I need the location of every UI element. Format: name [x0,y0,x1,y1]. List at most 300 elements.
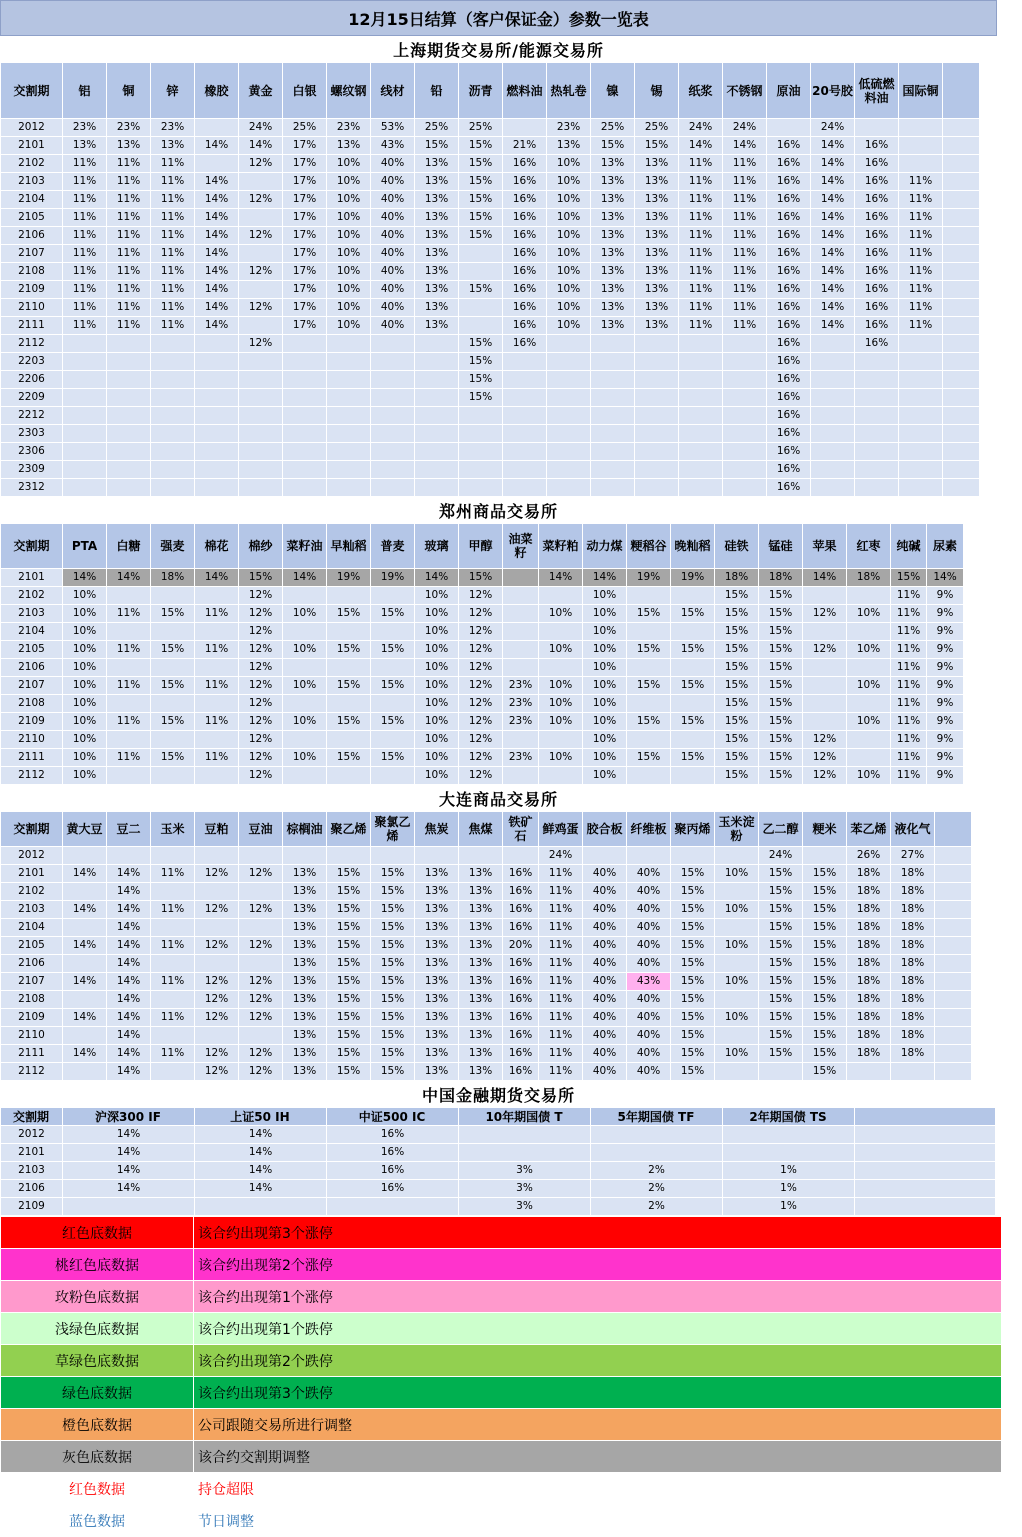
table-cell [239,883,283,901]
table-row [1,605,964,623]
table-row [1,173,980,191]
table-cell [855,461,899,479]
table-cell: 40% [583,865,627,883]
column-header: 强麦 [151,524,195,569]
table-row [1,227,980,245]
table-cell [635,443,679,461]
row-label: 2111 [1,1045,63,1063]
table-cell [371,407,415,425]
table-cell: 16% [767,155,811,173]
table-cell: 13% [283,883,327,901]
row-label: 2103 [1,605,63,623]
row-label: 2104 [1,919,63,937]
table-cell: 15% [759,865,803,883]
table-cell: 13% [415,1063,459,1081]
table-cell [415,425,459,443]
row-label: 2109 [1,713,63,731]
table-cell [811,443,855,461]
table-cell [635,389,679,407]
table-cell [107,335,151,353]
section-title-shfe: 上海期货交易所/能源交易所 [0,36,997,62]
row-label: 2110 [1,1027,63,1045]
table-row [1,137,980,155]
table-cell [723,407,767,425]
table-cell [723,335,767,353]
table-cell: 26% [847,847,891,865]
table-cell: 15% [759,605,803,623]
table-cell [547,479,591,497]
table-cell [151,955,195,973]
table-cell: 11% [899,317,943,335]
table-cell: 14% [63,1162,195,1180]
table-cell [151,587,195,605]
table-cell: 16% [767,263,811,281]
table-cell [943,389,980,407]
table-cell [283,659,327,677]
table-cell: 13% [63,137,107,155]
table-cell: 15% [715,731,759,749]
table-cell: 15% [803,865,847,883]
table-cell: 15% [327,973,371,991]
table-cell: 12% [239,991,283,1009]
row-label: 2103 [1,173,63,191]
table-cell: 16% [767,245,811,263]
table-cell: 15% [715,749,759,767]
table-cell [591,425,635,443]
legend-row [1,1217,1002,1249]
table-cell: 11% [891,695,927,713]
table-cell [943,191,980,209]
table-cell: 11% [539,919,583,937]
table-cell [811,353,855,371]
table-cell: 15% [759,641,803,659]
column-header: 苹果 [803,524,847,569]
table-cell: 15% [627,749,671,767]
table-cell: 12% [195,1045,239,1063]
table-cell: 14% [811,245,855,263]
row-label: 2105 [1,641,63,659]
table-cell [855,1198,996,1216]
table-row [1,155,980,173]
table-cell [151,407,195,425]
table-cell: 11% [723,227,767,245]
table-cell [195,461,239,479]
table-cell [935,1045,972,1063]
table-cell [327,443,371,461]
column-header [855,1108,996,1126]
table-cell [899,461,943,479]
table-cell [371,731,415,749]
table-cell: 25% [635,119,679,137]
table-cell [847,695,891,713]
table-cell [151,425,195,443]
table-cell: 18% [847,901,891,919]
row-label: 2203 [1,353,63,371]
table-cell [723,1126,855,1144]
table-cell: 16% [503,955,539,973]
column-header: 硅铁 [715,524,759,569]
column-header: 粳稻谷 [627,524,671,569]
table-cell: 11% [107,299,151,317]
table-cell: 11% [107,209,151,227]
table-cell: 15% [459,335,503,353]
table-cell [635,335,679,353]
table-cell: 12% [239,937,283,955]
table-cell: 15% [759,1045,803,1063]
row-label: 2110 [1,731,63,749]
table-cell: 13% [415,1009,459,1027]
table-row [1,973,972,991]
table-cell: 18% [891,1027,935,1045]
table-cell [539,767,583,785]
table-cell: 12% [459,677,503,695]
table-cell: 13% [415,1027,459,1045]
table-cell: 15% [803,973,847,991]
table-cell: 16% [855,263,899,281]
table-cell: 40% [371,299,415,317]
table-cell [503,605,539,623]
table-cell [679,407,723,425]
table-cell: 11% [151,173,195,191]
table-cell: 40% [371,245,415,263]
table-cell [503,641,539,659]
table-cell [539,623,583,641]
table-cell [503,659,539,677]
table-cell [63,353,107,371]
table-cell [239,919,283,937]
table-cell: 14% [811,209,855,227]
table-row [1,955,972,973]
table-cell: 10% [63,767,107,785]
column-header: 豆油 [239,812,283,847]
table-cell [415,353,459,371]
legend-row [1,1377,1002,1409]
table-cell [195,955,239,973]
table-cell: 15% [759,677,803,695]
table-cell: 15% [803,1063,847,1081]
table-cell: 13% [415,955,459,973]
table-cell [107,847,151,865]
row-label: 2206 [1,371,63,389]
table-cell [547,425,591,443]
table-cell: 12% [239,901,283,919]
table-cell: 10% [327,299,371,317]
table-cell [371,623,415,641]
table-cell [327,587,371,605]
table-cell: 13% [591,191,635,209]
table-cell [855,1144,996,1162]
table-cell: 11% [107,245,151,263]
table-cell [671,847,715,865]
table-cell [459,1144,591,1162]
table-cell: 9% [927,749,964,767]
table-cell: 15% [891,569,927,587]
legend-key: 蓝色数据 [1,1505,194,1537]
table-cell: 16% [767,299,811,317]
table-cell [855,407,899,425]
row-label: 2105 [1,937,63,955]
table-cell [195,119,239,137]
table-cell: 15% [715,623,759,641]
table-cell: 15% [371,937,415,955]
row-label: 2012 [1,119,63,137]
table-cell: 15% [671,919,715,937]
table-cell: 14% [107,901,151,919]
table-cell: 40% [371,191,415,209]
table-cell [627,695,671,713]
table-cell: 12% [239,623,283,641]
table-cell [811,389,855,407]
table-cell: 15% [627,641,671,659]
table-cell: 11% [107,173,151,191]
table-cell [107,659,151,677]
table-cell: 16% [503,919,539,937]
row-label: 2109 [1,1009,63,1027]
table-cell: 13% [635,263,679,281]
column-header: 菜籽油 [283,524,327,569]
table-cell: 12% [195,937,239,955]
table-cell: 15% [803,1027,847,1045]
table-cell [503,731,539,749]
table-cell: 14% [811,155,855,173]
table-cell: 15% [803,1045,847,1063]
table-cell [943,371,980,389]
table-cell: 16% [855,317,899,335]
row-label: 2103 [1,901,63,919]
table-cell: 15% [671,1045,715,1063]
table-cell: 15% [759,695,803,713]
table-cell [283,767,327,785]
table-cell [151,623,195,641]
table-cell: 10% [715,865,759,883]
table-cell [803,713,847,731]
table-cell: 40% [627,883,671,901]
table-cell: 14% [811,227,855,245]
table-cell: 11% [679,155,723,173]
table-cell: 10% [583,767,627,785]
table-cell: 16% [767,173,811,191]
table-cell: 10% [283,677,327,695]
table-row [1,1162,996,1180]
table-cell: 11% [151,1045,195,1063]
table-cell: 18% [847,1009,891,1027]
legend-row [1,1345,1002,1377]
table-cell: 9% [927,587,964,605]
table-cell [679,371,723,389]
table-cell: 40% [371,173,415,191]
table-cell: 10% [327,173,371,191]
table-cell: 15% [715,695,759,713]
table-cell: 11% [107,605,151,623]
table-cell: 40% [583,973,627,991]
table-cell: 18% [891,937,935,955]
row-label: 2102 [1,587,63,605]
table-cell: 11% [539,1009,583,1027]
column-header: 黄大豆 [63,812,107,847]
table-cell [899,119,943,137]
table-cell: 11% [63,227,107,245]
table-cell: 9% [927,731,964,749]
table-cell: 13% [591,263,635,281]
table-cell: 11% [891,749,927,767]
table-cell [847,1063,891,1081]
table-cell: 11% [63,191,107,209]
table-cell: 10% [847,605,891,623]
table-cell [415,461,459,479]
legend-key: 红色数据 [1,1473,194,1505]
table-cell: 23% [327,119,371,137]
table-cell: 10% [583,641,627,659]
table-cell [195,335,239,353]
table-cell [943,281,980,299]
table-cell: 16% [855,299,899,317]
table-cell: 11% [63,281,107,299]
table-cell: 15% [371,865,415,883]
table-cell: 12% [195,901,239,919]
table-cell: 15% [759,1009,803,1027]
table-cell: 10% [63,713,107,731]
table-cell: 12% [239,641,283,659]
column-header: 动力煤 [583,524,627,569]
table-cell: 13% [415,991,459,1009]
table-cell: 15% [327,901,371,919]
table-cell [151,919,195,937]
table-cell: 15% [671,1027,715,1045]
table-cell [679,461,723,479]
column-header: 线材 [371,63,415,119]
table-cell [547,389,591,407]
table-cell: 16% [503,227,547,245]
table-cell: 16% [767,425,811,443]
table-cell: 11% [899,173,943,191]
table-cell: 11% [723,191,767,209]
row-label: 2108 [1,263,63,281]
table-cell: 16% [767,281,811,299]
table-cell: 17% [283,317,327,335]
table-cell [63,443,107,461]
table-cell: 12% [803,749,847,767]
table-cell: 18% [847,991,891,1009]
legend-value: 该合约出现第2个涨停 [194,1249,1002,1281]
table-cell: 13% [415,919,459,937]
table-cell: 15% [671,937,715,955]
table-cell: 13% [415,191,459,209]
table-cell: 12% [239,659,283,677]
table-cell: 11% [151,281,195,299]
table-cell [935,919,972,937]
table-cell: 11% [679,299,723,317]
column-header: 橡胶 [195,63,239,119]
column-header: 锡 [635,63,679,119]
table-cell: 15% [371,901,415,919]
column-header: 晚籼稻 [671,524,715,569]
table-cell: 10% [539,695,583,713]
table-cell: 10% [539,641,583,659]
table-cell: 12% [459,641,503,659]
table-cell: 14% [107,973,151,991]
table-cell [723,371,767,389]
table-cell [847,587,891,605]
table-cell: 13% [151,137,195,155]
table-cell [151,991,195,1009]
table-cell: 13% [415,1045,459,1063]
table-cell: 15% [371,749,415,767]
table-cell [935,991,972,1009]
table-cell: 14% [107,883,151,901]
table-cell [811,425,855,443]
row-label: 2106 [1,659,63,677]
table-cell [591,443,635,461]
table-cell: 12% [195,1063,239,1081]
legend-row [1,1249,1002,1281]
table-cell [723,1144,855,1162]
table-cell [547,461,591,479]
table-cell: 15% [671,677,715,695]
table-cell: 13% [591,155,635,173]
table-cell: 10% [715,901,759,919]
table-cell [635,479,679,497]
row-label: 2309 [1,461,63,479]
table-cell: 13% [415,865,459,883]
table-cell: 11% [679,317,723,335]
table-cell: 11% [723,281,767,299]
table-cell: 10% [583,749,627,767]
table-cell: 14% [195,227,239,245]
table-cell: 15% [151,749,195,767]
table-cell: 11% [151,901,195,919]
column-header: 中证500 IC [327,1108,459,1126]
table-cell [635,407,679,425]
table-cell: 11% [891,623,927,641]
legend-table [0,1216,1002,1537]
table-cell [503,767,539,785]
table-row [1,281,980,299]
table-cell: 10% [415,623,459,641]
table-row [1,695,964,713]
table-cell: 15% [327,1009,371,1027]
table-cell [943,317,980,335]
table-cell: 14% [195,1144,327,1162]
table-cell: 12% [239,587,283,605]
table-cell [935,973,972,991]
column-header: 红枣 [847,524,891,569]
table-cell [591,371,635,389]
table-cell [63,919,107,937]
table-cell [855,389,899,407]
table-cell [503,425,547,443]
table-cell [195,371,239,389]
column-header [943,63,980,119]
table-cell: 14% [63,569,107,587]
table-cell: 43% [371,137,415,155]
table-cell: 10% [327,227,371,245]
table-cell [635,425,679,443]
table-cell: 10% [63,641,107,659]
table-cell [371,353,415,371]
table-cell: 17% [283,245,327,263]
table-cell: 15% [759,713,803,731]
row-label: 2111 [1,749,63,767]
table-cell [943,137,980,155]
table-cell [283,371,327,389]
table-cell: 11% [899,263,943,281]
table-cell: 15% [671,973,715,991]
legend-value: 该合约出现第3个跌停 [194,1377,1002,1409]
table-cell: 14% [63,1045,107,1063]
table-cell [195,919,239,937]
table-cell: 10% [63,677,107,695]
table-row [1,371,980,389]
